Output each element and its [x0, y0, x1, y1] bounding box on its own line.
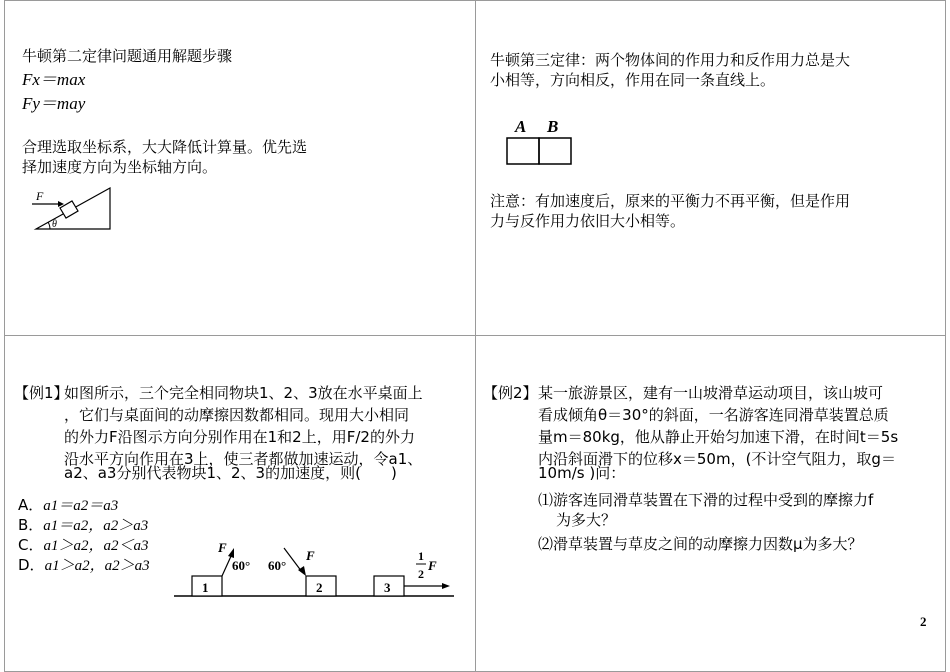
- option-d-letter: D．: [18, 556, 45, 574]
- angle-arc: [48, 222, 50, 229]
- option-a-text: a1＝a2＝a3: [43, 498, 119, 514]
- force-label: F: [36, 189, 44, 203]
- option-d-text: a1＞a2，a2＞a3: [44, 558, 150, 574]
- example2-line-4: 内沿斜面滑下的位移x＝50m，(不计空气阻力，取g＝: [538, 450, 896, 468]
- tip-line-1: 合理选取坐标系，大大降低计算量。优先选: [22, 138, 308, 156]
- angle-2-label: 60°: [268, 558, 287, 573]
- question-2: ⑵滑草装置与草皮之间的动摩擦力因数μ为多大？: [538, 535, 863, 553]
- option-a-letter: A．: [18, 496, 44, 514]
- example1-line-3: 的外力F沿图示方向分别作用在1和2上，用F/2的外力: [64, 428, 415, 446]
- example2-line-3: 量m＝80kg，他从静止开始匀加速下滑，在时间t＝5s: [538, 428, 899, 446]
- option-a[interactable]: [18, 496, 118, 515]
- example1-line-2: ，它们与桌面间的动摩擦因数都相同。现用大小相同: [64, 406, 410, 424]
- option-c[interactable]: [18, 536, 149, 555]
- third-law-line-2: 小相等，方向相反，作用在同一条直线上。: [490, 71, 776, 89]
- example2-tag: 【例2】: [483, 384, 538, 402]
- example2-line-2: 看成倾角θ＝30°的斜面，一名游客连同滑草装置总质: [538, 406, 889, 424]
- option-c-text: a1＞a2，a2＜a3: [43, 538, 149, 554]
- force-1-arrow: [222, 554, 232, 576]
- incline-figure: [28, 186, 118, 234]
- force-3-label: F: [428, 558, 437, 573]
- option-d[interactable]: [18, 556, 150, 575]
- tip-line-2: 择加速度方向为坐标轴方向。: [22, 158, 218, 176]
- block-3-label: 3: [384, 580, 391, 595]
- option-b[interactable]: [18, 516, 148, 535]
- angle-label: θ: [52, 219, 57, 230]
- ab-blocks-figure: [505, 116, 575, 168]
- page-number: 2: [920, 614, 927, 629]
- block-b-label: B: [547, 117, 559, 136]
- question-1-line-1: ⑴游客连同滑草装置在下滑的过程中受到的摩擦力f: [538, 491, 874, 509]
- force-2-line: [284, 548, 302, 572]
- option-c-letter: C．: [18, 536, 44, 554]
- question-1-line-2: 为多大？: [556, 511, 617, 529]
- example2-line-5: 10m/s )问：: [538, 464, 626, 482]
- block-a-label: A: [515, 117, 527, 136]
- formula-y: Fy＝may: [22, 94, 86, 113]
- option-b-letter: B．: [18, 516, 44, 534]
- example1-line-4: 沿水平方向作用在3上，使三者都做加速运动，令a1、: [64, 450, 423, 468]
- force-3-numerator: 1: [418, 549, 424, 563]
- example1-line-1: 如图所示，三个完全相同物块1、2、3放在水平桌面上: [64, 384, 423, 402]
- example2-line-1: 某一旅游景区，建有一山坡滑草运动项目，该山坡可: [538, 384, 884, 402]
- block-1-label: 1: [202, 580, 209, 595]
- three-blocks-figure: [170, 540, 460, 602]
- section-title: 牛顿第二定律问题通用解题步骤: [22, 47, 233, 65]
- note-line-1: 注意：有加速度后，原来的平衡力不再平衡，但是作用: [490, 192, 851, 210]
- formula-x: Fx＝max: [22, 70, 86, 89]
- note-line-2: 力与反作用力依旧大小相等。: [490, 212, 686, 230]
- force-1-arrowhead: [228, 548, 234, 558]
- angle-1-label: 60°: [232, 558, 251, 573]
- block-a: [507, 138, 539, 164]
- force-1-label: F: [218, 540, 227, 555]
- third-law-line-1: 牛顿第三定律：两个物体间的作用力和反作用力总是大: [490, 51, 851, 69]
- force-3-arrowhead: [442, 583, 450, 589]
- option-b-text: a1＝a2，a2＞a3: [43, 518, 149, 534]
- block-b: [539, 138, 571, 164]
- force-3-denominator: 2: [418, 567, 424, 581]
- force-2-label: F: [306, 548, 315, 563]
- example1-tag: 【例1】: [14, 384, 69, 402]
- example1-line-5: a2、a3分别代表物块1、2、3的加速度，则( ): [64, 464, 397, 482]
- block-2-label: 2: [316, 580, 323, 595]
